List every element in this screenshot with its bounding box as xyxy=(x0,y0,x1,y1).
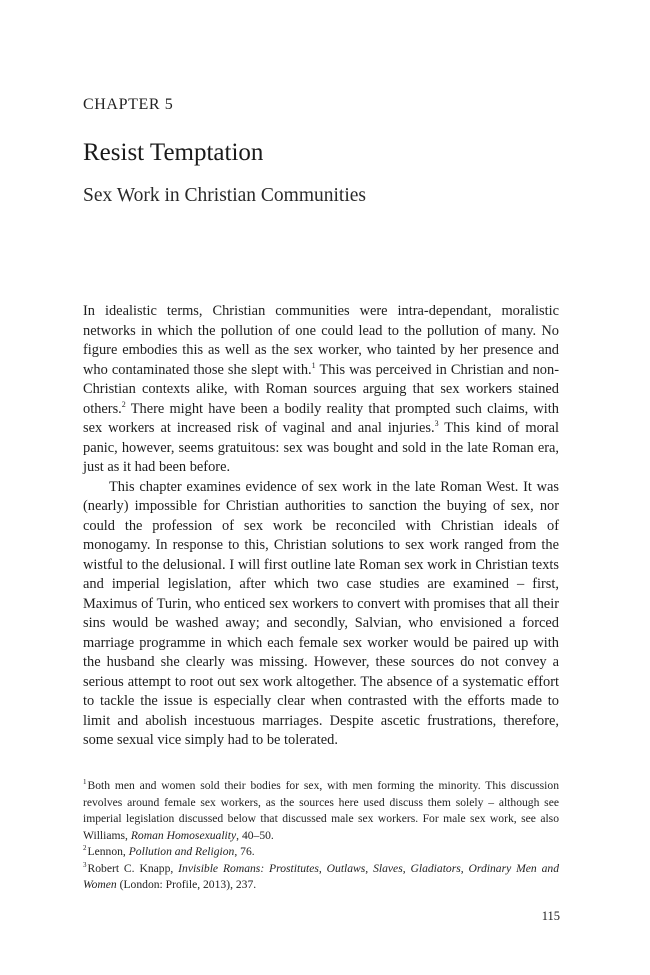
footnote xyxy=(83,861,559,894)
footnote-text: (London: Profile, 2013), 237. xyxy=(116,878,257,891)
footnote-text: , 40–50. xyxy=(236,828,274,842)
body-text-run: There might have been a bodily reality that prompted such claims, with sex workers at increased risk of vaginal and anal injuries. xyxy=(83,400,559,436)
body-paragraph: This chapter examines evidence of sex work in the late Roman West. It was (nearly) impossible for Christian authorities to sanction the buying of sex, nor could the profession of sex work be reconciled with Christian ideals of monogamy. In response to this, Christian solutions to sex work ranged from the wistful to the delusional. I will first outline late Roman sex work in Christian texts and imperial legislation, after which two case studies are examined – first, Maximus of Turin, who enticed sex workers to convert with promises that all their sins would be washed away; and secondly, Salvian, who envisioned a forced marriage programme in which each female sex worker would be paired up with the husband she clearly was missing. However, these sources do not convey a serious attempt to root out sex work altogether. The absence of a systematic effort to tackle the issue is especially clear when contrasted with the efforts made to limit and abolish incestuous marriages. Despite ascetic frustrations, therefore, some sexual vice simply had to be tolerated. xyxy=(83,478,559,748)
body-paragraph xyxy=(83,302,559,478)
footnote-italic-title: Roman Homosexuality xyxy=(130,828,237,842)
footnotes-section xyxy=(83,778,559,894)
footnote-number: 2 xyxy=(83,844,87,853)
body-text-run: This kind of moral panic, however, seems gratuitous: sex was bought and sold in the late Roman era, just as it had been before. xyxy=(83,420,559,475)
footnote xyxy=(83,778,559,844)
footnote-italic-title: Invisible Romans: Prostitutes, Outlaws, Slaves, Gladiators, Ordinary Men and Women xyxy=(83,861,559,891)
body-text-run: In idealistic terms, Christian communities were intra-dependant, moralistic networks in which the pollution of one could lead to the pollution of many. No figure embodies this as well as the sex worker, who tainted by her presence and who contaminated those she slept with. xyxy=(83,303,559,378)
footnote-text: Lennon, xyxy=(87,845,129,858)
chapter-label: CHAPTER 5 xyxy=(83,96,174,113)
footnote-text: , 76. xyxy=(234,845,255,858)
footnote-number: 3 xyxy=(83,860,87,869)
footnote-reference[interactable]: 1 xyxy=(311,360,316,370)
chapter-body xyxy=(83,302,559,751)
footnote-italic-title: Pollution and Religion xyxy=(128,845,235,858)
footnote-number: 1 xyxy=(83,778,87,787)
footnote xyxy=(83,844,559,861)
body-text-run: This was perceived in Christian and non-Christian contexts alike, with Roman sources arguing that sex workers stained others. xyxy=(83,361,559,417)
footnote-reference[interactable]: 2 xyxy=(121,399,126,409)
footnote-text: Both men and women sold their bodies for sex, with men forming the minority. This discussion revolves around female sex workers, as the sources here used discuss them solely – although see imperial legislation discussed below that discussed male sex workers. For male sex work, see also Williams, xyxy=(83,779,559,842)
page-number: 115 xyxy=(541,909,560,923)
footnote-text: Robert C. Knapp, xyxy=(87,861,179,875)
chapter-title: Resist Temptation xyxy=(83,139,264,166)
chapter-subtitle: Sex Work in Christian Communities xyxy=(83,185,366,206)
footnote-reference[interactable]: 3 xyxy=(434,419,439,429)
